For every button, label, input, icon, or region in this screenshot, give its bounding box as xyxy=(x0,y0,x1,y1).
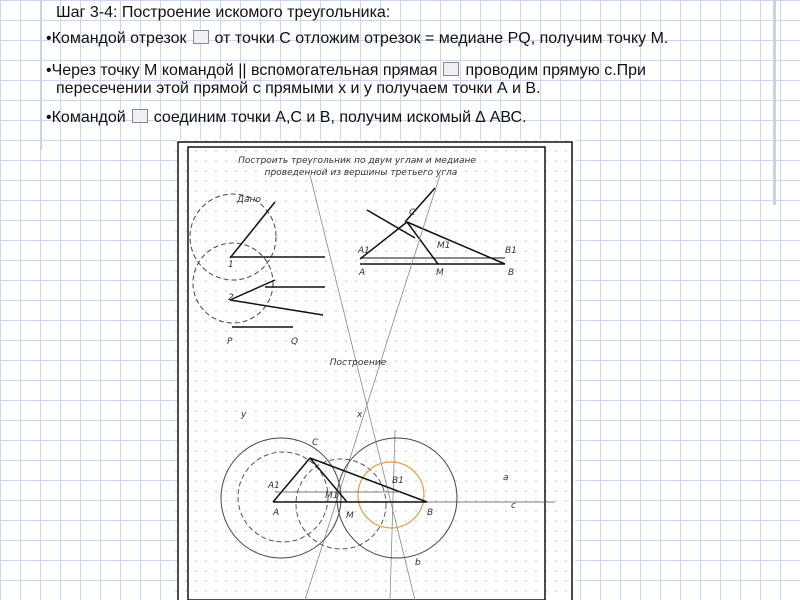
bullet-text: проводим прямую с.При xyxy=(465,62,646,79)
slide-title: Шаг 3-4: Построение искомого треугольника: xyxy=(56,4,391,21)
sketch-label-a1: A1 xyxy=(358,246,370,256)
bullet-text: •Через точку М командой || вспомогательная прямая xyxy=(46,62,438,79)
drawing-heading-line2: проведенной из вершины третьего угла xyxy=(264,168,458,178)
bullet-step-segment xyxy=(46,30,668,48)
label-b-line: b xyxy=(415,558,421,568)
segment-tool-icon xyxy=(193,30,209,44)
bullet-text: •Командой xyxy=(46,109,126,126)
construction-drawing xyxy=(175,140,575,600)
label-1: 1 xyxy=(228,260,234,270)
label-m: M xyxy=(346,511,354,521)
notebook-margin-line xyxy=(40,0,42,150)
given-label: Дано xyxy=(237,195,261,205)
dot-grid xyxy=(175,140,575,600)
bullet-text: пересечении этой прямой с прямыми х и у получаем точки А и В. xyxy=(56,80,541,97)
label-q: Q xyxy=(291,337,299,347)
label-a1: A1 xyxy=(268,481,280,491)
label-y: y xyxy=(241,410,247,420)
construction-label: Построение xyxy=(329,358,387,368)
sketch-label-c: C xyxy=(409,208,416,218)
bullet-step-connect xyxy=(46,109,527,127)
sketch-label-m1: M1 xyxy=(437,241,451,251)
label-c-line: c xyxy=(511,501,516,511)
label-a-line: a xyxy=(503,473,509,483)
label-c: C xyxy=(312,438,319,448)
bullet-text: •Командой отрезок xyxy=(46,30,187,47)
sketch-label-m: M xyxy=(436,268,444,278)
sketch-label-a: A xyxy=(359,268,366,278)
sketch-label-b1: B1 xyxy=(505,246,517,256)
parallel-line-tool-icon xyxy=(443,62,459,76)
bullet-text: соединим точки А,С и В, получим искомый ∆ АВС. xyxy=(153,109,527,126)
bullet-text: от точки С отложим отрезок = медиане PQ, получим точку М. xyxy=(214,30,669,47)
segment-tool-icon xyxy=(132,109,148,123)
label-x: x xyxy=(357,410,363,420)
label-a: A xyxy=(273,508,280,518)
label-p: P xyxy=(227,337,233,347)
label-b1: B1 xyxy=(392,476,404,486)
label-m1: M1 xyxy=(325,491,339,501)
sketch-label-b: B xyxy=(508,268,515,278)
label-b: B xyxy=(427,508,434,518)
notebook-right-line xyxy=(773,0,776,205)
label-2: 2 xyxy=(228,293,234,303)
bullet-step-parallel xyxy=(46,62,646,98)
drawing-heading-line1: Построить треугольник по двум углам и медиане xyxy=(238,156,476,166)
